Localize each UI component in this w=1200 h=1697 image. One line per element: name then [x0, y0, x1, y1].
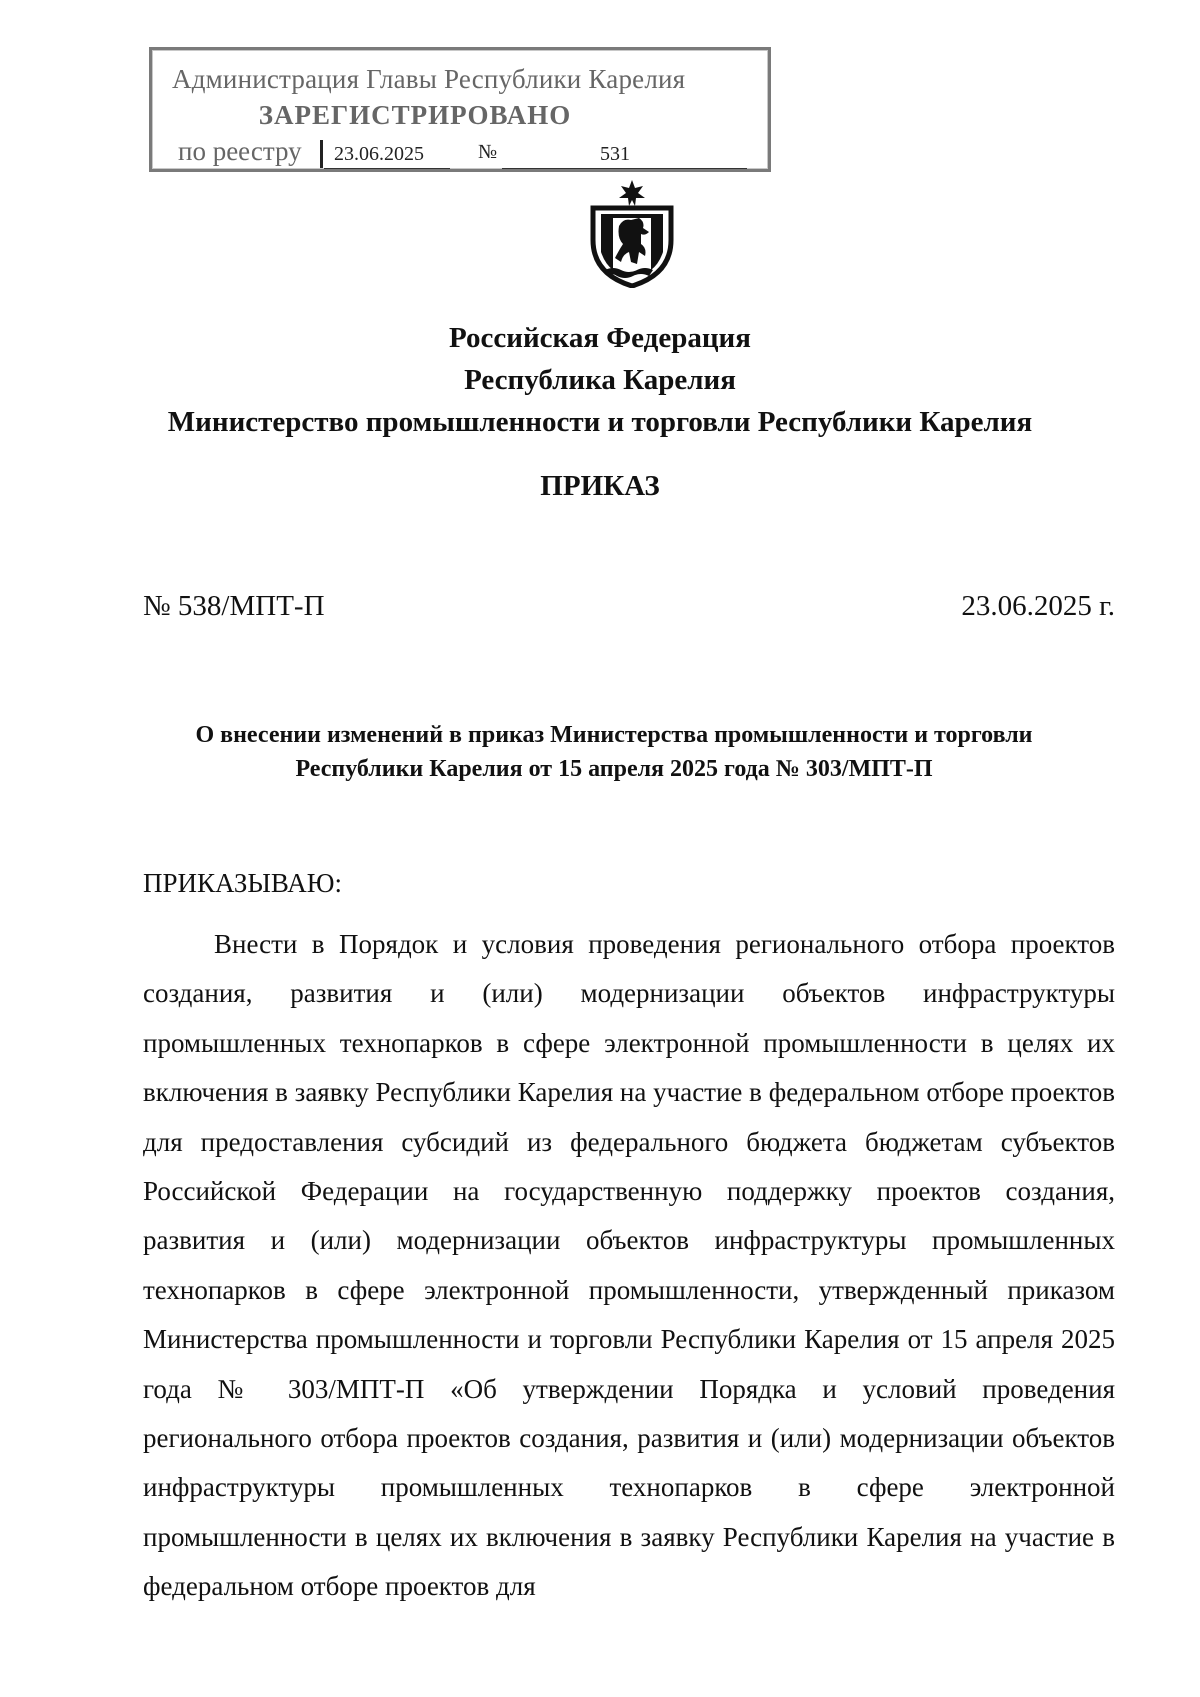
directive-heading: ПРИКАЗЫВАЮ:: [143, 868, 342, 898]
stamp-number-sign: №: [478, 141, 498, 163]
order-subject: О внесении изменений в приказ Министерства промышленности и торговли Республики Карелия от 15 апреля 2025 года № 303/МПТ-П: [195, 722, 1033, 782]
header-ministry: Министерство промышленности и торговли Республики Карелия: [167, 406, 1033, 438]
stamp-separator: [320, 140, 323, 168]
order-number: № 538/МПТ-П: [143, 590, 325, 622]
header-republic: Республика Карелия: [464, 364, 736, 396]
document-type: ПРИКАЗ: [540, 470, 660, 502]
stamp-number: 531: [600, 143, 630, 165]
order-date: 23.06.2025 г.: [961, 590, 1115, 622]
header-country: Российская Федерация: [449, 322, 751, 354]
stamp-registry-label: по реестру: [178, 136, 302, 166]
stamp-authority: Администрация Главы Республики Карелия: [172, 64, 686, 94]
stamp-registered: ЗАРЕГИСТРИРОВАНО: [258, 100, 572, 130]
stamp-number-underline: [502, 168, 747, 169]
registration-stamp: [149, 47, 771, 172]
stamp-date-underline: [324, 168, 450, 169]
stamp-date: 23.06.2025: [334, 143, 424, 165]
karelia-coat-of-arms-icon: [583, 178, 681, 288]
order-body: Внести в Порядок и условия проведения регионального отбора проектов создания, развития и (или) модернизации объектов инфраструктуры промышленных технопарков в сфере электронной промышленности в целях их включения в заявку Республики Карелия на участие в федеральном отборе проектов для предоставления субсидий из федерального бюджета бюджетам субъектов Российской Федерации на государственную поддержку проектов создания, развития и (или) модернизации объектов инфраструктуры промышленных технопарков в сфере электронной промышленности, утвержденный приказом Министерства промышленности и торговли Республики Карелия от 15 апреля 2025 года № 303/МПТ-П «Об утверждении Порядка и условий проведения регионального отбора проектов создания, развития и (или) модернизации объектов инфраструктуры промышленных технопарков в сфере электронной промышленности в целях их включения в заявку Республики Карелия на участие в федеральном отборе проектов для: [143, 929, 1115, 1602]
